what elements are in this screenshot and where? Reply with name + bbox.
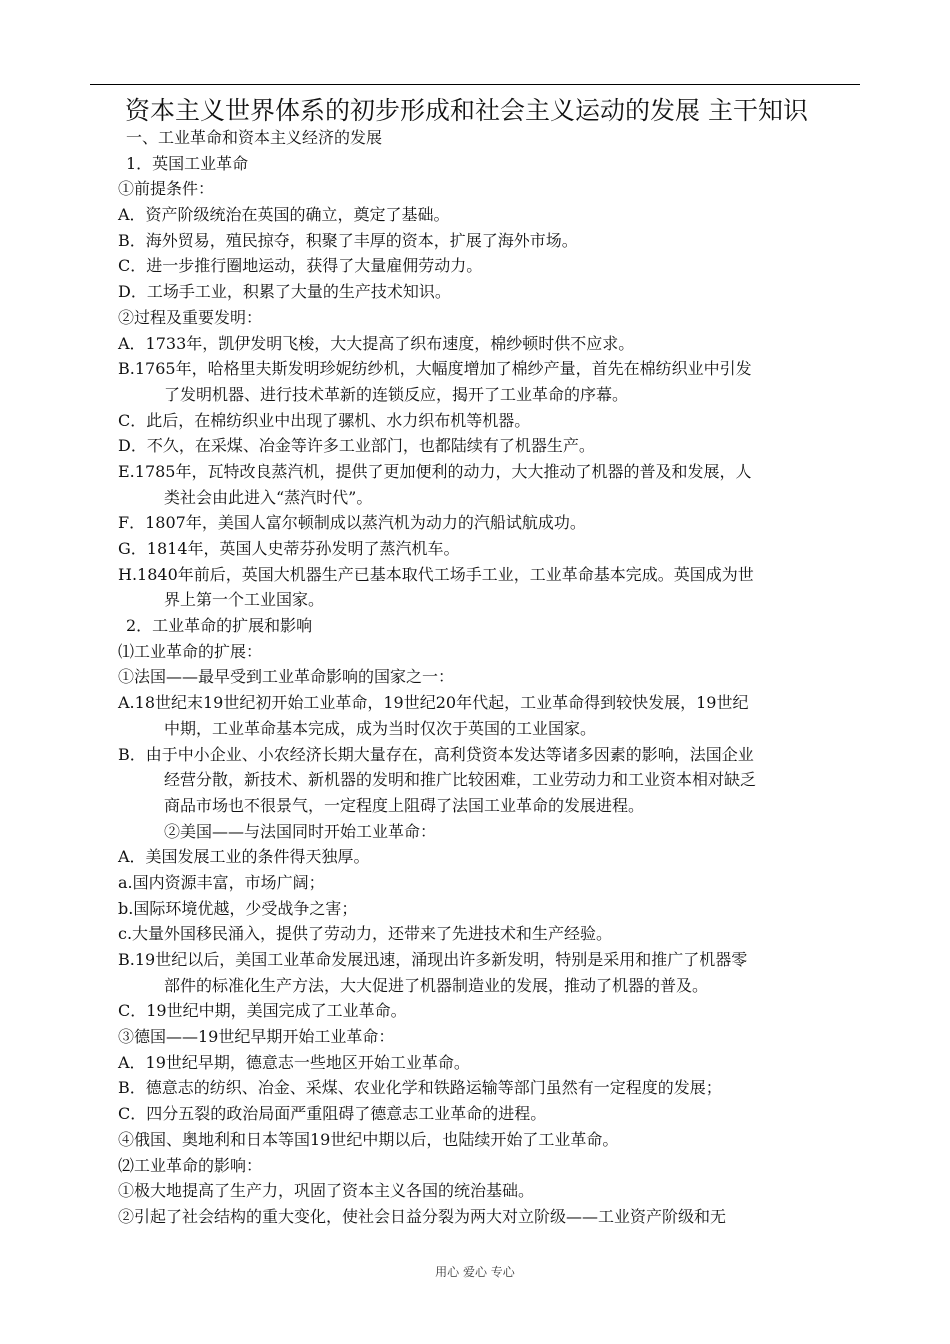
text-line: B．德意志的纺织、冶金、采煤、农业化学和铁路运输等部门虽然有一定程度的发展； [118,1078,722,1098]
text-line: ②引起了社会结构的重大变化，使社会日益分裂为两大对立阶级——工业资产阶级和无 [118,1206,727,1226]
text-line: H.1840年前后，英国大机器生产已基本取代工场手工业，工业革命基本完成。英国成为世 [118,564,754,584]
text-line: B．由于中小企业、小农经济长期大量存在，高利贷资本发达等诸多因素的影响，法国企业 [118,744,754,764]
text-line: ①前提条件： [118,179,215,199]
text-line: 经营分散，新技术、新机器的发明和推广比较困难，工业劳动力和工业资本相对缺乏 [164,770,757,790]
text-line: 部件的标准化生产方法，大大促进了机器制造业的发展，推动了机器的普及。 [164,975,709,995]
text-line: C．此后，在棉纺织业中出现了骡机、水力织布机等机器。 [118,410,531,430]
text-line: D．不久，在采煤、冶金等许多工业部门，也都陆续有了机器生产。 [118,436,595,456]
text-line: ③德国——19世纪早期开始工业革命： [118,1027,395,1047]
document-body [118,125,863,1230]
text-line: ②过程及重要发明： [118,307,263,327]
text-line: A．资产阶级统治在英国的确立，奠定了基础。 [118,205,450,225]
text-line: ④俄国、奥地利和日本等国19世纪中期以后，也陆续开始了工业革命。 [118,1129,619,1149]
text-line: a.国内资源丰富，市场广阔； [118,872,325,892]
text-line: 类社会由此进入“蒸汽时代”。 [164,487,373,507]
text-line: 商品市场也不很景气，一定程度上阻碍了法国工业革命的发展进程。 [164,795,645,815]
text-line: E.1785年，瓦特改良蒸汽机，提供了更加便利的动力，大大推动了机器的普及和发展，人 [118,461,752,481]
text-line: B.19世纪以后，美国工业革命发展迅速，涌现出许多新发明，特别是采用和推广了机器零 [118,950,748,969]
text-line: 中期，工业革命基本完成，成为当时仅次于英国的工业国家。 [164,718,597,738]
page-footer: 用心 爱心 专心 [435,1265,515,1279]
text-line: B.1765年，哈格里夫斯发明珍妮纺纱机，大幅度增加了棉纱产量，首先在棉纺织业中引发 [118,359,752,379]
header-rule [90,84,860,85]
text-line: A．1733年，凯伊发明飞梭，大大提高了织布速度，棉纱顿时供不应求。 [118,333,635,353]
text-line: D．工场手工业，积累了大量的生产技术知识。 [118,282,451,302]
text-line: A．19世纪早期，德意志一些地区开始工业革命。 [118,1052,470,1072]
text-line: ②美国——与法国同时开始工业革命： [164,821,437,841]
text-line: A．美国发展工业的条件得天独厚。 [118,847,370,867]
document-title: 资本主义世界体系的初步形成和社会主义运动的发展 主干知识 [125,96,808,125]
text-line: 了发明机器、进行技术革新的连锁反应，揭开了工业革命的序幕。 [164,384,629,404]
text-line: B．海外贸易，殖民掠夺，积聚了丰厚的资本，扩展了海外市场。 [118,230,578,250]
text-line: 1．英国工业革命 [126,153,249,173]
text-line: C．19世纪中期，美国完成了工业革命。 [118,1001,407,1021]
text-line: G．1814年，英国人史蒂芬孙发明了蒸汽机车。 [118,539,460,558]
text-line: C．四分五裂的政治局面严重阻碍了德意志工业革命的进程。 [118,1104,547,1124]
text-line: b.国际环境优越，少受战争之害； [118,898,358,918]
text-line: A.18世纪末19世纪初开始工业革命，19世纪20年代起，工业革命得到较快发展，19世纪 [118,693,749,713]
text-line: 2．工业革命的扩展和影响 [126,616,313,636]
text-line: ①极大地提高了生产力，巩固了资本主义各国的统治基础。 [118,1181,535,1201]
text-line: ⑴工业革命的扩展： [118,641,263,661]
text-line: ⑵工业革命的影响： [118,1155,263,1175]
text-line: 一、工业革命和资本主义经济的发展 [126,128,383,147]
text-line: F．1807年，美国人富尔顿制成以蒸汽机为动力的汽船试航成功。 [118,513,586,533]
text-line: 界上第一个工业国家。 [164,590,325,610]
text-line: C．进一步推行圈地运动，获得了大量雇佣劳动力。 [118,256,483,276]
text-line: ①法国——最早受到工业革命影响的国家之一： [118,667,455,687]
text-line: c.大量外国移民涌入，提供了劳动力，还带来了先进技术和生产经验。 [118,924,613,944]
